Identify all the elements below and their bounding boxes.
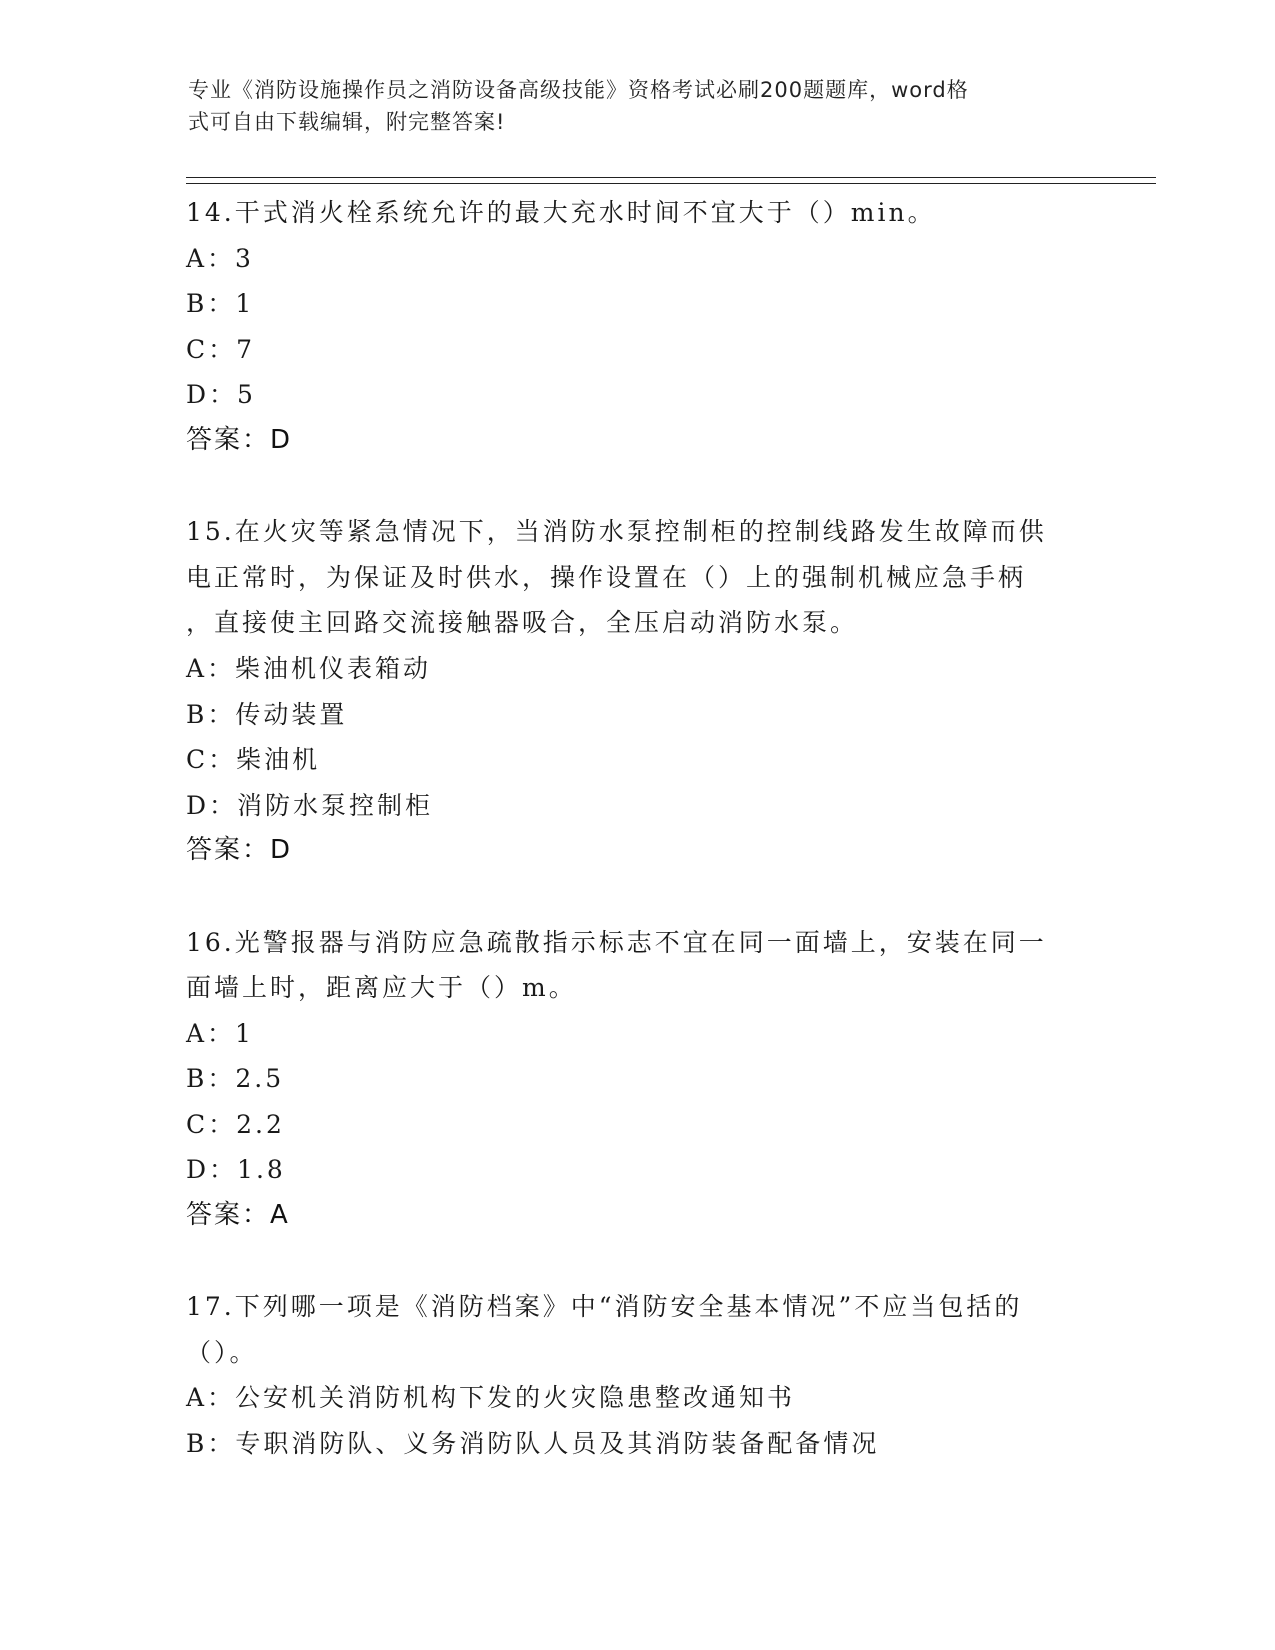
question-16 (186, 920, 1086, 1239)
document-header (188, 74, 1088, 138)
option-d: D：消防水泵控制柜 (186, 790, 434, 820)
header-line: 式可自由下载编辑，附完整答案! (188, 110, 506, 134)
answer: 答案：A (186, 1200, 290, 1231)
question-stem: 14.干式消火栓系统允许的最大充水时间不宜大于（）min。 (186, 198, 936, 227)
question-stem: 16.光警报器与消防应急疏散指示标志不宜在同一面墙上，安装在同一 (186, 927, 1047, 957)
option-a: A：3 (186, 243, 254, 273)
question-stem: （）。 (186, 1337, 258, 1367)
option-c: C：7 (186, 334, 256, 364)
option-a: A：1 (186, 1018, 254, 1048)
question-15 (186, 509, 1086, 874)
header-divider-top (186, 177, 1156, 178)
question-stem: 15.在火灾等紧急情况下，当消防水泵控制柜的控制线路发生故障而供 (186, 517, 1047, 547)
question-list (186, 190, 1086, 1467)
question-stem: 电正常时，为保证及时供水，操作设置在（）上的强制机械应急手柄 (186, 562, 1027, 592)
option-b: B：专职消防队、义务消防队人员及其消防装备配备情况 (186, 1429, 880, 1459)
option-d: D：1.8 (186, 1155, 286, 1185)
question-stem: 面墙上时，距离应大于（）m。 (186, 973, 577, 1003)
option-b: B：1 (186, 289, 255, 319)
option-a: A：柴油机仪表箱动 (186, 653, 432, 683)
question-stem: 17.下列哪一项是《消防档案》中“消防安全基本情况”不应当包括的 (186, 1292, 1023, 1322)
spacer (186, 1239, 1086, 1285)
question-17 (186, 1284, 1086, 1466)
option-b: B：2.5 (186, 1064, 285, 1094)
question-14 (186, 190, 1086, 464)
header-divider-bottom (186, 183, 1156, 184)
option-c: C：2.2 (186, 1109, 285, 1139)
option-c: C：柴油机 (186, 745, 321, 775)
answer: 答案：D (186, 424, 293, 455)
question-stem: ，直接使主回路交流接触器吸合，全压启动消防水泵。 (186, 608, 859, 638)
answer: 答案：D (186, 835, 293, 866)
option-a: A：公安机关消防机构下发的火灾隐患整改通知书 (186, 1383, 796, 1413)
spacer (186, 464, 1086, 510)
option-b: B：传动装置 (186, 699, 348, 729)
header-line: 专业《消防设施操作员之消防设备高级技能》资格考试必刷200题题库，word格 (188, 78, 969, 102)
spacer (186, 874, 1086, 920)
option-d: D：5 (186, 380, 256, 410)
